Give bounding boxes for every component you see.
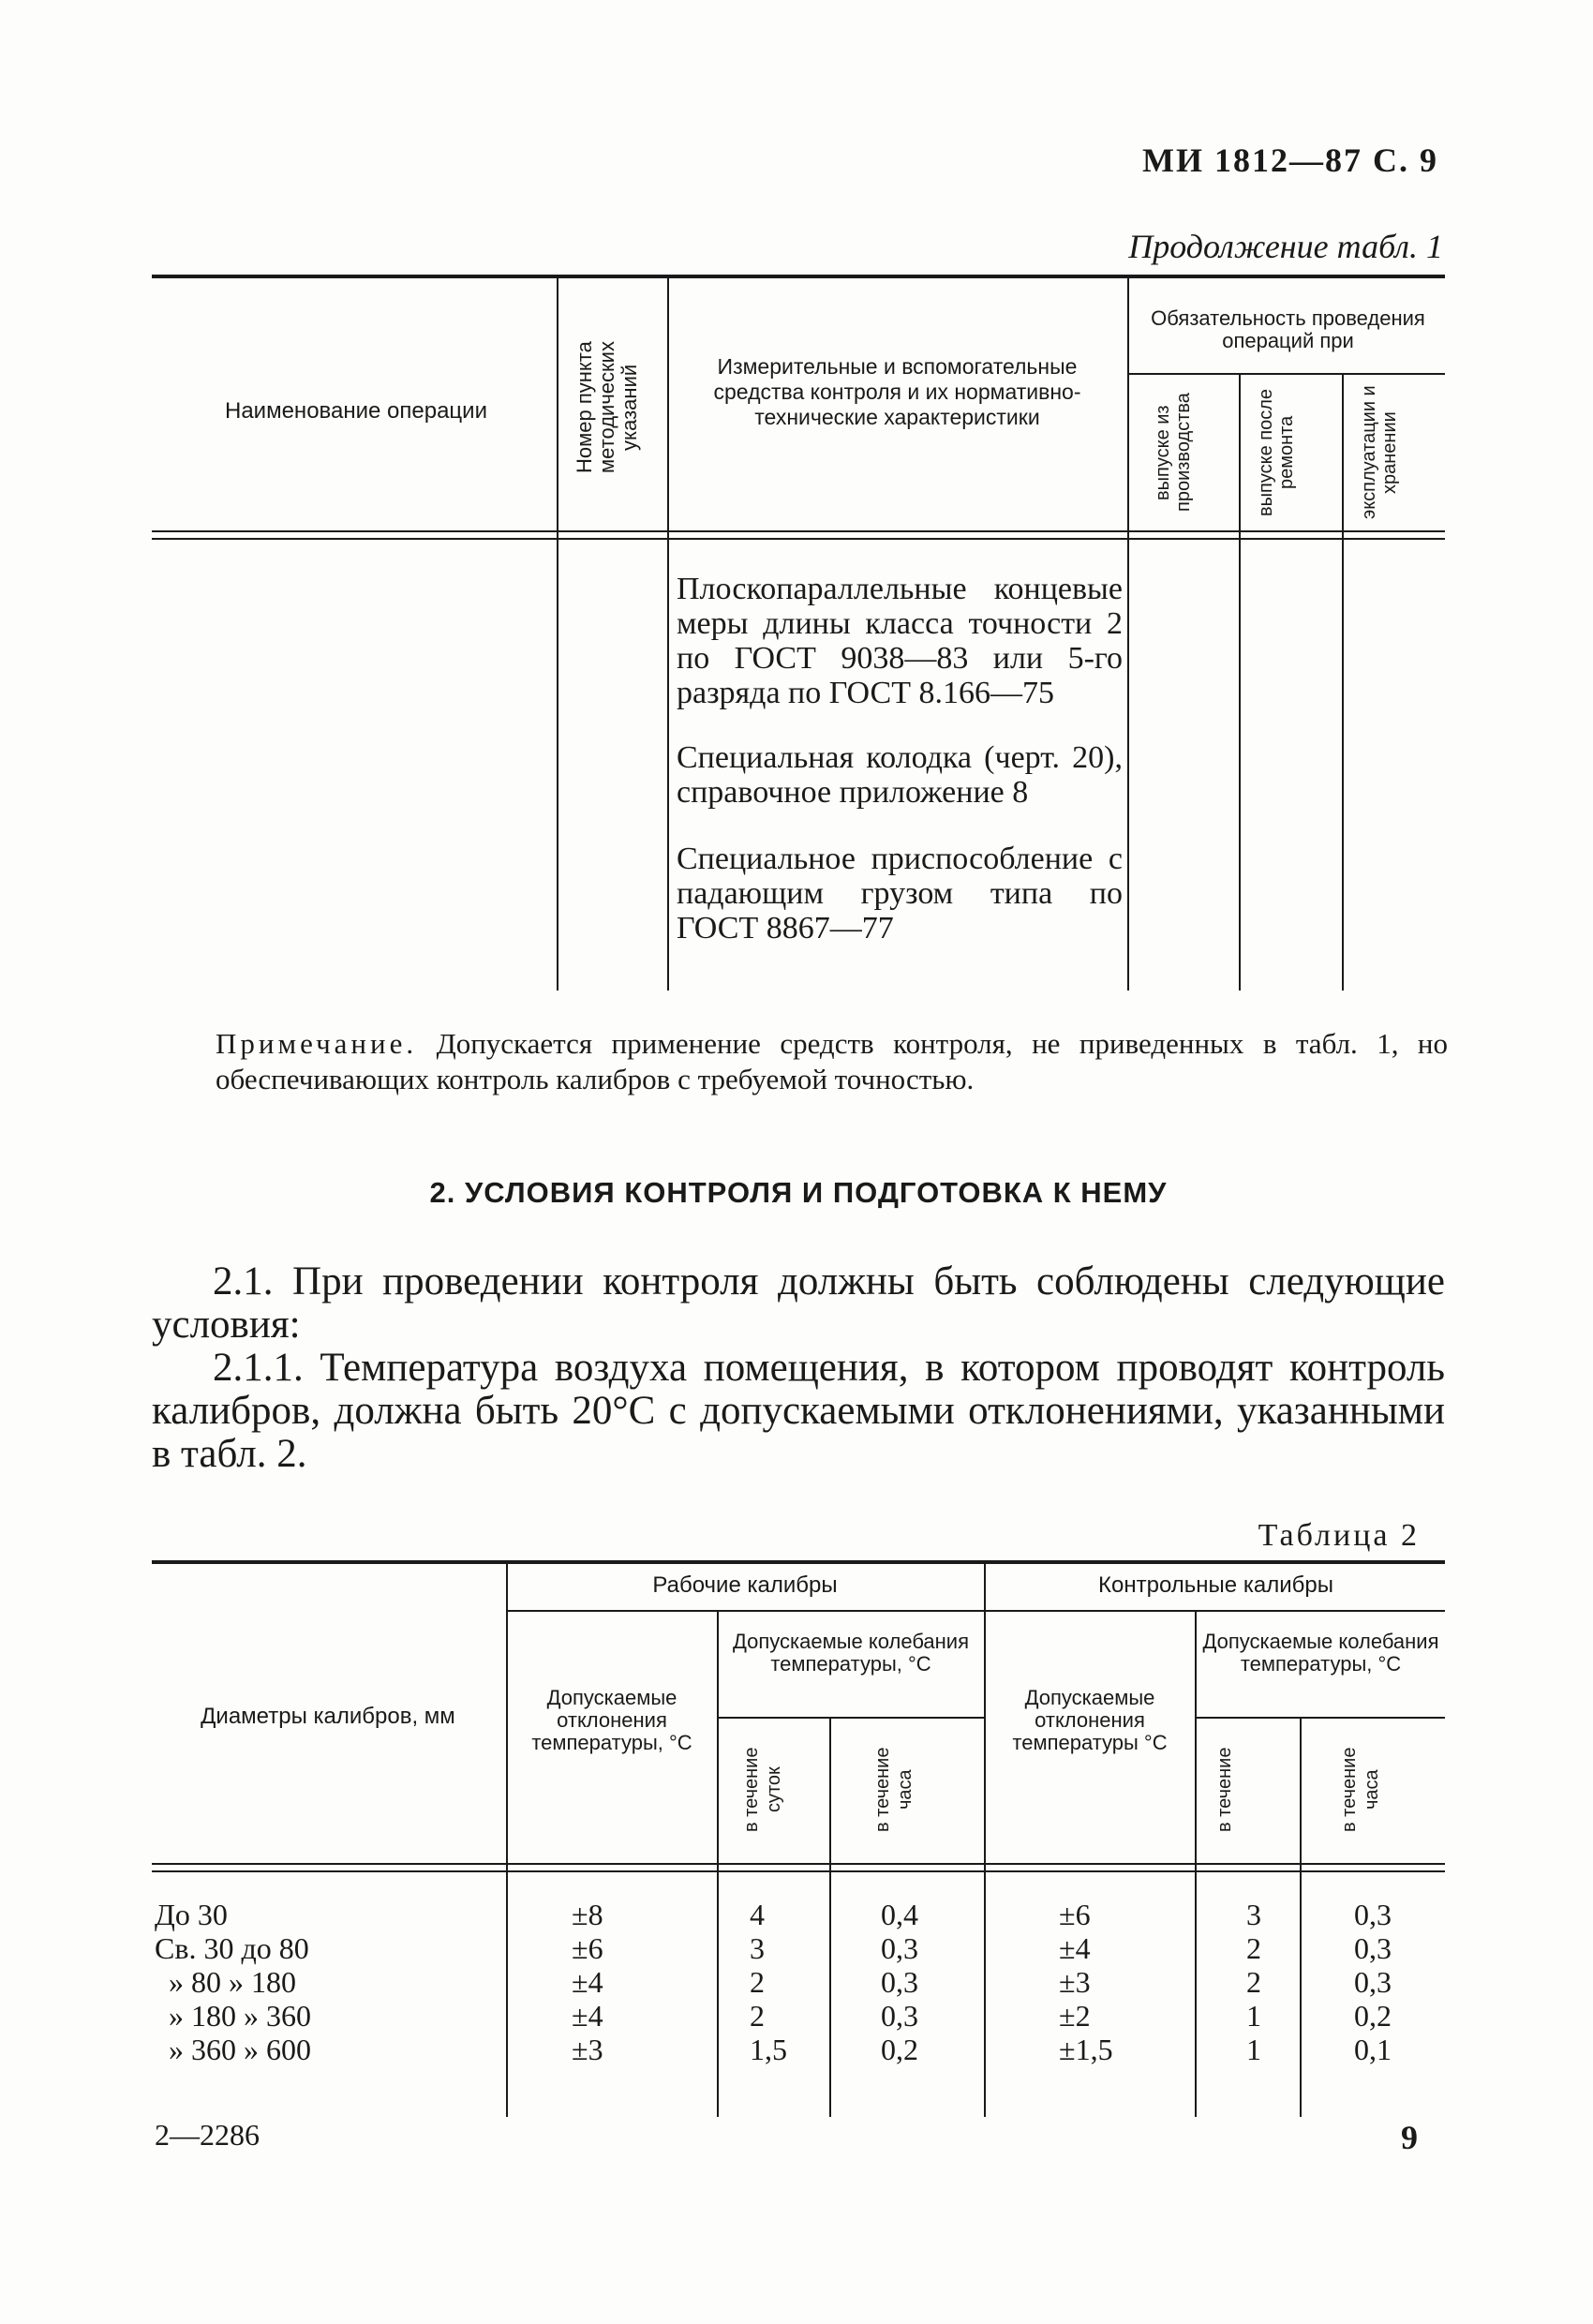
t2-c-hour-1: 0,3	[1354, 1898, 1392, 1931]
means-item-2: Специальная колодка (черт. 20), справочное приложение 8	[677, 740, 1123, 810]
note	[216, 1026, 1448, 1097]
paragraph-2-1-1: 2.1.1. Температура воздуха помещения, в котором проводят контроль калибров, должна быть 20°С с допускаемыми отклонениями, указанными в табл. 2.	[152, 1346, 1445, 1476]
t2-w-hour-5: 0,2	[881, 2033, 918, 2066]
t2-group-control: Контрольные калибры	[1098, 1572, 1333, 1598]
table-2-title: Таблица 2	[1258, 1518, 1420, 1553]
t2-col-fluct-working: Допускаемые колебания температуры, °С	[732, 1630, 970, 1676]
t2-w-dev-5: ±3	[572, 2033, 603, 2066]
t2-w-day-1: 4	[750, 1898, 765, 1931]
means-item-3: Специальное приспособление с падающим грузом типа по ГОСТ 8867—77	[677, 842, 1123, 946]
t2-c-dev-4: ±2	[1059, 1999, 1091, 2033]
t2-c-hour-4: 0,2	[1354, 1999, 1392, 2033]
col-obligation: Обязательность проведения операций при	[1151, 306, 1425, 352]
t2-c-day-2: 2	[1246, 1931, 1261, 1965]
t2-w-dev-3: ±4	[572, 1965, 603, 1999]
means-item-1: Плоскопараллельные концевые меры длины класса точности 2 по ГОСТ 9038—83 или 5-го разряда по ГОСТ 8.166—75	[677, 572, 1123, 710]
t2-col-dev-control: Допускаемые отклонения температуры °С	[1012, 1686, 1168, 1754]
t2-diameter-5: » 360 » 600	[169, 2033, 311, 2066]
t2-group-working: Рабочие калибры	[652, 1572, 838, 1598]
t2-c-dev-2: ±4	[1059, 1931, 1091, 1965]
t2-w-hour-2: 0,3	[881, 1931, 918, 1965]
t2-w-day-4: 2	[750, 1999, 765, 2033]
t2-sub-working-hour: в течение часа	[872, 1747, 916, 1833]
t2-c-hour-5: 0,1	[1354, 2033, 1392, 2066]
col-item-number: Номер пункта методических указаний	[573, 341, 641, 474]
col-release-production: выпуске из производства	[1153, 393, 1194, 513]
note-label: Примечание.	[216, 1027, 418, 1060]
t2-diameter-4: » 180 » 360	[169, 1999, 311, 2033]
t2-c-day-4: 1	[1246, 1999, 1261, 2033]
footer-code: 2—2286	[155, 2118, 260, 2152]
t2-w-dev-2: ±6	[572, 1931, 603, 1965]
t2-w-day-5: 1,5	[750, 2033, 787, 2066]
col-operation-name: Наименование операции	[225, 398, 487, 424]
t2-col-dev-working: Допускаемые отклонения температуры, °С	[531, 1686, 692, 1754]
t2-w-hour-4: 0,3	[881, 1999, 918, 2033]
t2-c-hour-3: 0,3	[1354, 1965, 1392, 1999]
t2-w-hour-3: 0,3	[881, 1965, 918, 1999]
section-heading: 2. УСЛОВИЯ КОНТРОЛЯ И ПОДГОТОВКА К НЕМУ	[429, 1176, 1168, 1209]
t2-c-day-3: 2	[1246, 1965, 1261, 1999]
t2-w-hour-1: 0,4	[881, 1898, 918, 1931]
t2-c-day-5: 1	[1246, 2033, 1261, 2066]
t2-w-dev-1: ±8	[572, 1898, 603, 1931]
t2-c-dev-3: ±3	[1059, 1965, 1091, 1999]
col-operation-storage: эксплуатации и хранении	[1359, 385, 1400, 520]
t2-col-diameter: Диаметры калибров, мм	[201, 1704, 455, 1729]
t2-sub-control-hour: в течение часа	[1339, 1747, 1382, 1833]
paragraph-2-1: 2.1. При проведении контроля должны быть соблюдены следующие условия:	[152, 1259, 1445, 1347]
t2-diameter-3: » 80 » 180	[169, 1965, 296, 1999]
t2-c-dev-1: ±6	[1059, 1898, 1091, 1931]
t2-c-hour-2: 0,3	[1354, 1931, 1392, 1965]
page-number: 9	[1401, 2119, 1418, 2156]
t2-c-dev-5: ±1,5	[1059, 2033, 1113, 2066]
t2-col-fluct-control: Допускаемые колебания температуры, °С	[1202, 1630, 1439, 1676]
col-release-repair: выпуске после ремонта	[1256, 389, 1297, 517]
t2-c-day-1: 3	[1246, 1898, 1261, 1931]
table-continuation-label: Продолжение табл. 1	[1128, 228, 1443, 265]
t2-w-dev-4: ±4	[572, 1999, 603, 2033]
t2-diameter-2: Св. 30 до 80	[155, 1931, 309, 1965]
t2-w-day-2: 3	[750, 1931, 765, 1965]
t2-w-day-3: 2	[750, 1965, 765, 1999]
t2-sub-working-day: в течение суток	[741, 1747, 784, 1833]
doc-reference: МИ 1812—87 С. 9	[1142, 142, 1438, 179]
col-measuring-means: Измерительные и вспомогательные средства контроля и их нормативно-технические характеристики	[713, 354, 1081, 429]
t2-diameter-1: До 30	[155, 1898, 228, 1931]
note-text: Допускается применение средств контроля, не приведенных в табл. 1, но обеспечивающих контроль калибров с требуемой точностью.	[216, 1027, 1448, 1095]
t2-sub-control-day: в течение	[1214, 1747, 1235, 1833]
